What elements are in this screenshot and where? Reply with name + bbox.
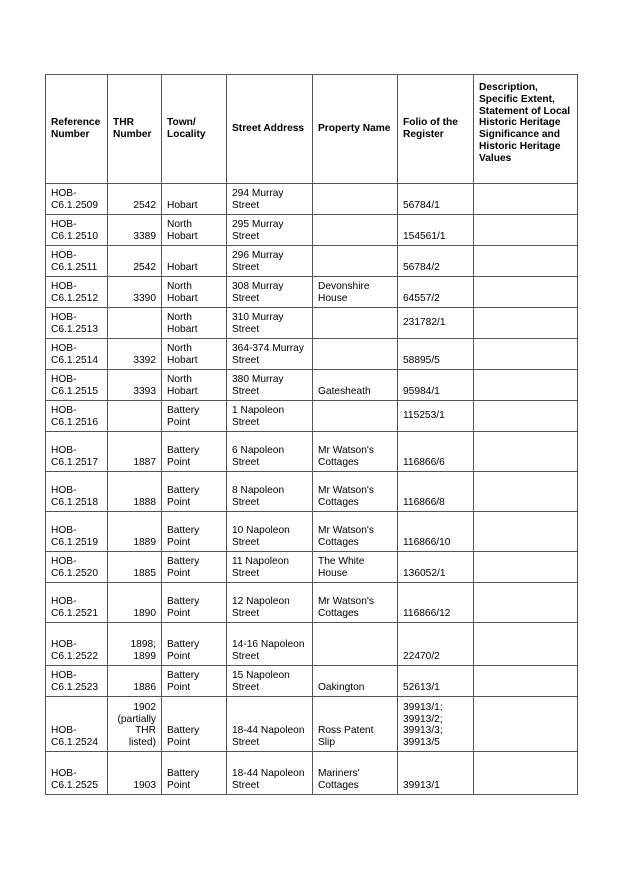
folio-cell: 56784/2	[398, 246, 474, 277]
folio-cell: 136052/1	[398, 552, 474, 583]
town-cell: North Hobart	[162, 339, 227, 370]
town-cell: North Hobart	[162, 308, 227, 339]
table-row	[46, 583, 578, 623]
reference-number-cell: HOB- C6.1.2516	[46, 401, 108, 432]
folio-cell: 116866/8	[398, 472, 474, 512]
description-cell	[474, 623, 578, 666]
header-town-locality: Town/ Locality	[162, 75, 227, 184]
folio-cell: 116866/6	[398, 432, 474, 472]
thr-number-cell: 1903	[108, 752, 162, 795]
property-name-cell: Mr Watson's Cottages	[313, 472, 398, 512]
table-header-row	[46, 75, 578, 184]
table-row	[46, 401, 578, 432]
reference-number-cell: HOB- C6.1.2518	[46, 472, 108, 512]
reference-number-cell: HOB- C6.1.2510	[46, 215, 108, 246]
table-row	[46, 472, 578, 512]
table-row	[46, 666, 578, 697]
description-cell	[474, 246, 578, 277]
street-address-cell: 12 Napoleon Street	[227, 583, 313, 623]
town-cell: Battery Point	[162, 512, 227, 552]
table-row	[46, 184, 578, 215]
street-address-cell: 308 Murray Street	[227, 277, 313, 308]
town-cell: Battery Point	[162, 401, 227, 432]
property-name-cell	[313, 623, 398, 666]
property-name-cell	[313, 215, 398, 246]
street-address-cell: 11 Napoleon Street	[227, 552, 313, 583]
table-row	[46, 512, 578, 552]
property-name-cell	[313, 246, 398, 277]
town-cell: Battery Point	[162, 752, 227, 795]
property-name-cell: Mr Watson's Cottages	[313, 512, 398, 552]
street-address-cell: 6 Napoleon Street	[227, 432, 313, 472]
folio-cell: 56784/1	[398, 184, 474, 215]
folio-cell: 231782/1	[398, 308, 474, 339]
street-address-cell: 310 Murray Street	[227, 308, 313, 339]
table-row	[46, 697, 578, 752]
thr-number-cell: 2542	[108, 246, 162, 277]
property-name-cell: Devonshire House	[313, 277, 398, 308]
folio-cell: 52613/1	[398, 666, 474, 697]
thr-number-cell: 1890	[108, 583, 162, 623]
town-cell: Hobart	[162, 246, 227, 277]
street-address-cell: 14-16 Napoleon Street	[227, 623, 313, 666]
reference-number-cell: HOB- C6.1.2519	[46, 512, 108, 552]
thr-number-cell: 3389	[108, 215, 162, 246]
description-cell	[474, 184, 578, 215]
header-thr-number: THR Number	[108, 75, 162, 184]
reference-number-cell: HOB- C6.1.2513	[46, 308, 108, 339]
table-row	[46, 552, 578, 583]
thr-number-cell: 1889	[108, 512, 162, 552]
reference-number-cell: HOB- C6.1.2523	[46, 666, 108, 697]
thr-number-cell: 1885	[108, 552, 162, 583]
description-cell	[474, 512, 578, 552]
property-name-cell	[313, 401, 398, 432]
folio-cell: 154561/1	[398, 215, 474, 246]
table-body	[46, 184, 578, 795]
property-name-cell: Mr Watson's Cottages	[313, 583, 398, 623]
thr-number-cell: 2542	[108, 184, 162, 215]
street-address-cell: 296 Murray Street	[227, 246, 313, 277]
property-name-cell	[313, 184, 398, 215]
table-row	[46, 277, 578, 308]
street-address-cell: 294 Murray Street	[227, 184, 313, 215]
property-name-cell: Gatesheath	[313, 370, 398, 401]
street-address-cell: 8 Napoleon Street	[227, 472, 313, 512]
thr-number-cell: 3392	[108, 339, 162, 370]
thr-number-cell: 3390	[108, 277, 162, 308]
street-address-cell: 18-44 Napoleon Street	[227, 752, 313, 795]
reference-number-cell: HOB- C6.1.2509	[46, 184, 108, 215]
town-cell: Battery Point	[162, 697, 227, 752]
folio-cell: 22470/2	[398, 623, 474, 666]
folio-cell: 115253/1	[398, 401, 474, 432]
header-street-address: Street Address	[227, 75, 313, 184]
reference-number-cell: HOB- C6.1.2515	[46, 370, 108, 401]
thr-number-cell: 1888	[108, 472, 162, 512]
town-cell: North Hobart	[162, 277, 227, 308]
description-cell	[474, 472, 578, 512]
street-address-cell: 1 Napoleon Street	[227, 401, 313, 432]
property-name-cell	[313, 339, 398, 370]
description-cell	[474, 277, 578, 308]
table-row	[46, 246, 578, 277]
property-name-cell: Oakington	[313, 666, 398, 697]
property-name-cell: Mariners' Cottages	[313, 752, 398, 795]
folio-cell: 116866/10	[398, 512, 474, 552]
folio-cell: 64557/2	[398, 277, 474, 308]
description-cell	[474, 697, 578, 752]
header-folio: Folio of the Register	[398, 75, 474, 184]
reference-number-cell: HOB- C6.1.2525	[46, 752, 108, 795]
town-cell: North Hobart	[162, 215, 227, 246]
reference-number-cell: HOB- C6.1.2517	[46, 432, 108, 472]
folio-cell: 58895/5	[398, 339, 474, 370]
heritage-register-table	[45, 74, 578, 795]
description-cell	[474, 432, 578, 472]
table-row	[46, 432, 578, 472]
reference-number-cell: HOB- C6.1.2514	[46, 339, 108, 370]
description-cell	[474, 752, 578, 795]
town-cell: Battery Point	[162, 623, 227, 666]
description-cell	[474, 339, 578, 370]
property-name-cell: Ross Patent Slip	[313, 697, 398, 752]
town-cell: Battery Point	[162, 666, 227, 697]
description-cell	[474, 401, 578, 432]
town-cell: Battery Point	[162, 472, 227, 512]
description-cell	[474, 552, 578, 583]
header-reference-number: Reference Number	[46, 75, 108, 184]
folio-cell: 39913/1; 39913/2; 39913/3; 39913/5	[398, 697, 474, 752]
folio-cell: 116866/12	[398, 583, 474, 623]
folio-cell: 39913/1	[398, 752, 474, 795]
thr-number-cell	[108, 308, 162, 339]
table-row	[46, 308, 578, 339]
description-cell	[474, 370, 578, 401]
street-address-cell: 364-374 Murray Street	[227, 339, 313, 370]
reference-number-cell: HOB- C6.1.2521	[46, 583, 108, 623]
description-cell	[474, 583, 578, 623]
thr-number-cell: 1898; 1899	[108, 623, 162, 666]
thr-number-cell: 3393	[108, 370, 162, 401]
town-cell: Battery Point	[162, 552, 227, 583]
reference-number-cell: HOB- C6.1.2512	[46, 277, 108, 308]
description-cell	[474, 308, 578, 339]
table-row	[46, 623, 578, 666]
header-property-name: Property Name	[313, 75, 398, 184]
table-row	[46, 339, 578, 370]
street-address-cell: 15 Napoleon Street	[227, 666, 313, 697]
reference-number-cell: HOB- C6.1.2520	[46, 552, 108, 583]
property-name-cell: Mr Watson's Cottages	[313, 432, 398, 472]
street-address-cell: 380 Murray Street	[227, 370, 313, 401]
reference-number-cell: HOB- C6.1.2522	[46, 623, 108, 666]
description-cell	[474, 666, 578, 697]
reference-number-cell: HOB- C6.1.2511	[46, 246, 108, 277]
header-description: Description, Specific Extent, Statement of Local Historic Heritage Significance and Historic Heritage Values	[474, 75, 578, 184]
reference-number-cell: HOB- C6.1.2524	[46, 697, 108, 752]
town-cell: Battery Point	[162, 583, 227, 623]
description-cell	[474, 215, 578, 246]
town-cell: North Hobart	[162, 370, 227, 401]
town-cell: Battery Point	[162, 432, 227, 472]
street-address-cell: 10 Napoleon Street	[227, 512, 313, 552]
thr-number-cell: 1902 (partially THR listed)	[108, 697, 162, 752]
street-address-cell: 295 Murray Street	[227, 215, 313, 246]
table-row	[46, 752, 578, 795]
town-cell: Hobart	[162, 184, 227, 215]
thr-number-cell	[108, 401, 162, 432]
property-name-cell	[313, 308, 398, 339]
thr-number-cell: 1886	[108, 666, 162, 697]
table-row	[46, 215, 578, 246]
street-address-cell: 18-44 Napoleon Street	[227, 697, 313, 752]
folio-cell: 95984/1	[398, 370, 474, 401]
property-name-cell: The White House	[313, 552, 398, 583]
table-row	[46, 370, 578, 401]
thr-number-cell: 1887	[108, 432, 162, 472]
